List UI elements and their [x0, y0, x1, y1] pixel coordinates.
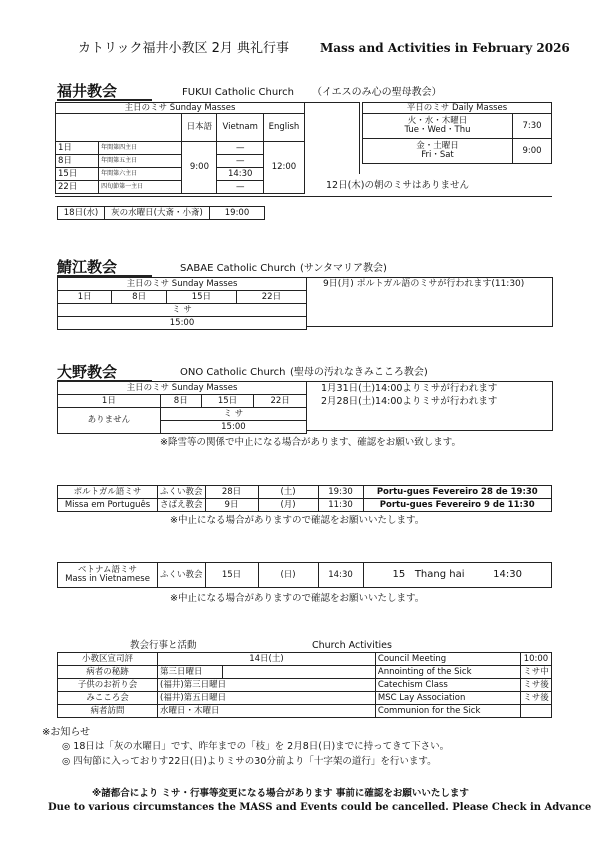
- ono-parish: (聖母の汚れなきみこころ教会): [290, 367, 428, 378]
- fukui-daily-table: [362, 102, 552, 164]
- fukui-label: 年間第四主日: [99, 142, 182, 155]
- act-name: 病者訪問: [58, 705, 158, 718]
- ono-none: ありません: [58, 408, 161, 434]
- act-time: [520, 705, 551, 718]
- act-name: 病者の秘跡: [58, 666, 158, 679]
- pt-text: Portu-gues Fevereiro 28 de 19:30: [363, 486, 551, 499]
- title-en: Mass and Activities in February 2026: [320, 41, 570, 55]
- vn-label-en: Mass in Vietnamese: [65, 574, 150, 584]
- sabae-misa: ミ サ: [58, 304, 307, 317]
- col-vn: Vietnam: [217, 114, 263, 142]
- daily-time: 7:30: [513, 114, 552, 139]
- daily-en: Fri・Sat: [421, 150, 454, 160]
- sabae-day: 8日: [112, 291, 166, 304]
- ash-label: 灰の水曜日(大斎・小斎): [105, 207, 210, 220]
- act-name: 小教区宣司評: [58, 653, 158, 666]
- notice-title: ※お知らせ: [42, 727, 91, 738]
- pt-label-jp: ポルトガル語ミサ: [58, 486, 158, 499]
- pt-note: ※中止になる場合がありますので確認をお願いいたします。: [170, 515, 425, 526]
- ono-day: 22日: [254, 395, 307, 408]
- act-en: Catechism Class: [375, 679, 520, 692]
- fukui-vn-time: —: [217, 181, 263, 194]
- fukui-jp-time: 9:00: [182, 142, 217, 194]
- act-time: ミサ後: [520, 679, 551, 692]
- sabae-note: 9日(月) ポルトガル語のミサが行われます(11:30): [323, 279, 525, 289]
- portuguese-table: [57, 485, 552, 512]
- pt-time: 11:30: [318, 499, 363, 512]
- act-en: Communion for the Sick: [375, 705, 520, 718]
- fukui-day: 8日: [56, 155, 99, 168]
- pt-dow: (土): [258, 486, 318, 499]
- fukui-church: FUKUI Catholic Church: [182, 87, 294, 98]
- sabae-sunday-header: 主日のミサ Sunday Masses: [58, 278, 307, 291]
- vn-month: Thang hai: [414, 568, 465, 580]
- act-when: 14日(土): [158, 653, 376, 666]
- ono-table: [57, 381, 307, 434]
- col-en: English: [263, 114, 304, 142]
- fukui-day: 15日: [56, 168, 99, 181]
- act-time: 10:00: [520, 653, 551, 666]
- act-when: (福井)第五日曜日: [158, 692, 376, 705]
- act-when: (福井)第三日曜日: [158, 679, 376, 692]
- fukui-day: 22日: [56, 181, 99, 194]
- pt-text: Portu-gues Fevereiro 9 de 11:30: [363, 499, 551, 512]
- notice-item: ◎ 18日は「灰の水曜日」です、昨年までの「枝」を 2月8日(日)までに持ってきて下さい。: [62, 741, 450, 752]
- daily-time: 9:00: [513, 139, 552, 164]
- pt-church: さばえ教会: [158, 499, 206, 512]
- ono-day: 1日: [58, 395, 161, 408]
- sabae-day: 22日: [236, 291, 306, 304]
- act-en: Annointing of the Sick: [375, 666, 520, 679]
- sabae-time: 15:00: [58, 317, 307, 330]
- title-jp: カトリック福井小教区 2月 典礼行事: [78, 41, 290, 56]
- ono-time: 15:00: [160, 421, 306, 434]
- vn-vn-time: 14:30: [493, 568, 522, 580]
- ono-day: 8日: [160, 395, 201, 408]
- activities-header-jp: 教会行事と活動: [130, 640, 197, 651]
- sabae-parish: (サンタマリア教会): [300, 263, 387, 274]
- fukui-en-time: 12:00: [263, 142, 304, 194]
- vn-day: 15日: [205, 563, 258, 588]
- act-when: 第三日曜日: [158, 666, 223, 679]
- sabae-day: 15日: [166, 291, 236, 304]
- ono-note: 2月28日(土)14:00よりミサが行われます: [321, 396, 498, 407]
- ono-misa: ミ サ: [160, 408, 306, 421]
- activities-table: [57, 652, 552, 718]
- act-name: 子供のお祈り会: [58, 679, 158, 692]
- act-time: ミサ後: [520, 692, 551, 705]
- fukui-label: 四旬節第一主日: [99, 181, 182, 194]
- activities-header-en: Church Activities: [312, 640, 392, 651]
- fukui-vn-time: 14:30: [217, 168, 263, 181]
- vn-dow: (日): [258, 563, 318, 588]
- vn-note: ※中止になる場合がありますので確認をお願いいたします。: [170, 593, 425, 604]
- act-en: MSC Lay Association: [375, 692, 520, 705]
- fukui-vn-time: —: [217, 155, 263, 168]
- ash-wednesday: [57, 206, 265, 220]
- fukui-day: 1日: [56, 142, 99, 155]
- pt-label-en: Missa em Português: [58, 499, 158, 512]
- daily-jp: 金・土曜日: [416, 141, 459, 152]
- act-name: みこころ会: [58, 692, 158, 705]
- fukui-sunday-header: 主日のミサ Sunday Masses: [56, 103, 305, 114]
- notice-item: ◎ 四旬節に入っておりす22日(日)よりミサの30分前より「十字架の道行」を行います。: [62, 756, 437, 767]
- footer-en: Due to various circumstances the MASS and Events could be cancelled. Please Check in Advance: [48, 802, 592, 813]
- sabae-table: [57, 277, 307, 330]
- daily-jp: 火・水・木曜日: [407, 116, 468, 127]
- act-time: ミサ中: [520, 666, 551, 679]
- fukui-label: 年間第五主日: [99, 155, 182, 168]
- daily-en: Tue・Wed・Thu: [404, 125, 471, 135]
- ash-date: 18日(水): [58, 207, 105, 220]
- fukui-daily-header: 平日のミサ Daily Masses: [363, 103, 552, 114]
- footer-jp: ※諸都合により ミサ・行事等変更になる場合があります 事前に確認をお願いいたします: [92, 788, 469, 799]
- ono-church: ONO Catholic Church: [180, 367, 286, 378]
- act-when: 水曜日・木曜日: [158, 705, 376, 718]
- act-en: Council Meeting: [375, 653, 520, 666]
- fukui-parish: （イエスのみ心の聖母教会）: [312, 87, 442, 98]
- pt-day: 9日: [205, 499, 258, 512]
- pt-time: 19:30: [318, 486, 363, 499]
- pt-day: 28日: [205, 486, 258, 499]
- vn-day-num: 15: [392, 568, 406, 580]
- fukui-vn-time: —: [217, 142, 263, 155]
- vietnamese-table: [57, 562, 552, 588]
- fukui-daily-note: 12日(木)の朝のミサはありません: [326, 180, 470, 191]
- vn-time: 14:30: [318, 563, 363, 588]
- pt-dow: (月): [258, 499, 318, 512]
- vn-church: ふくい教会: [158, 563, 206, 588]
- ono-heading: 大野教会: [57, 365, 152, 382]
- sabae-note-box: [307, 277, 553, 327]
- ono-day: 15日: [201, 395, 254, 408]
- fukui-heading: 福井教会: [57, 84, 152, 101]
- ono-snow-note: ※降雪等の関係で中止になる場合があります、確認をお願い致します。: [160, 437, 461, 448]
- sabae-church: SABAE Catholic Church: [180, 263, 296, 274]
- sabae-heading: 鯖江教会: [57, 260, 152, 277]
- pt-church: ふくい教会: [158, 486, 206, 499]
- vn-label-jp: ベトナム語ミサ: [77, 565, 138, 576]
- ono-notes-box: [307, 381, 553, 431]
- fukui-sunday-table: [55, 102, 305, 194]
- ono-note: 1月31日(土)14:00よりミサが行われます: [321, 383, 498, 394]
- ono-sunday-header: 主日のミサ Sunday Masses: [58, 382, 307, 395]
- fukui-label: 年間第六主日: [99, 168, 182, 181]
- ash-time: 19:00: [210, 207, 265, 220]
- col-jp: 日本語: [182, 114, 217, 142]
- sabae-day: 1日: [58, 291, 112, 304]
